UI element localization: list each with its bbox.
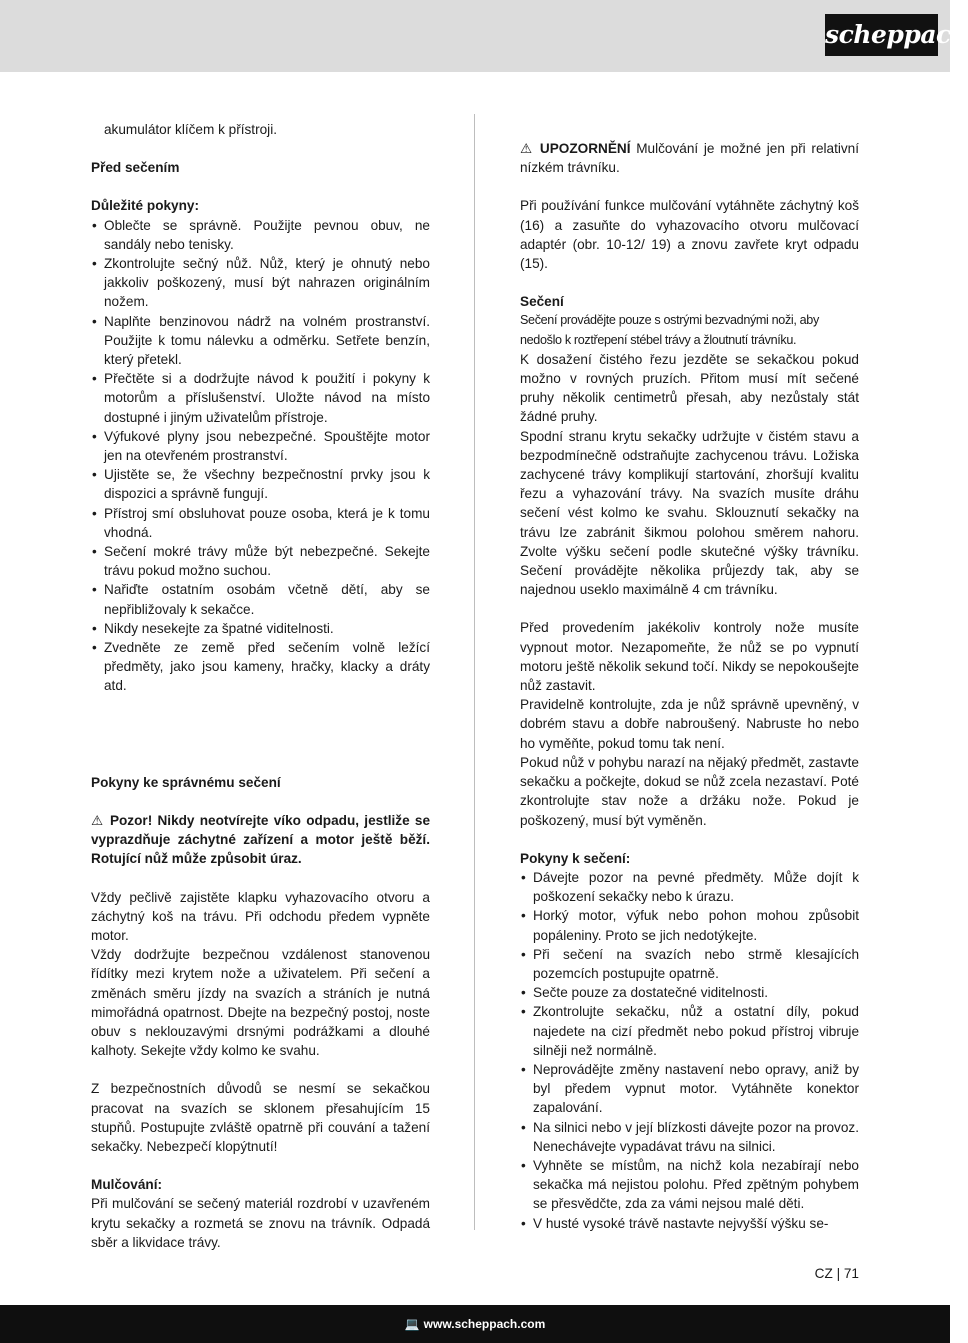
important-heading: Důležité pokyny: <box>91 198 200 214</box>
list-item: • Sečení mokré trávy může být nebezpečné. Sekejte trávu pokud možno suchou. <box>91 542 430 580</box>
warning-icon: ⚠ <box>91 812 105 828</box>
paragraph: Z bezpečnostních důvodů se nesmí se sekačkou pracovat na svazích se sklonem přesahujícím 15 stupňů. Postupujte zvláště opatrně při couvání a tažení sekačky. Nebezpečí klopýtnutí! <box>91 1081 430 1154</box>
notice-paragraph <box>520 139 859 177</box>
paragraph: Spodní stranu krytu sekačky udržujte v čistém stavu a bezpodmínečně odstraňujte zachycenou trávu. Ložiska zachycené trávy komplikují startování, zhoršují kvalitu řezu a vyhazování trávy. Na svazích musíte dráhu sečení vést kolmo ke svahu. Sklouznutí sekačky na trávu lze zabránit šikmou polohou směrem nahoru. Zvolte výšku sečení podle skutečné výšky trávníku. Sečení provádějte několika průjezdy tak, aby se najednou useklo maximálně 4 cm trávníku. <box>520 428 859 598</box>
paragraph: Sečení provádějte pouze s ostrými bezvadnými noži, aby nedošlo k roztřepení stébel trávy a žloutnutí trávníku. <box>520 313 819 347</box>
column-divider <box>474 114 475 1230</box>
intro-text: akumulátor klíčem k přístroji. <box>104 122 277 137</box>
list-item: • Na silnici nebo v její blízkosti dávejte pozor na provoz. Nenechávejte vypadávat trávu na silnici. <box>520 1118 859 1156</box>
list-item: • Přečtěte si a dodržujte návod k použití i pokyny k motorům a příslušenství. Uložte návod na místo dostupné i jiným uživatelům přístroje. <box>91 369 430 427</box>
tips-heading: Pokyny k sečení: <box>520 850 631 866</box>
paragraph: Pokud nůž v pohybu narazí na nějaký předmět, zastavte sekačku a počkejte, dokud se nůž zcela nezastaví. Poté zkontrolujte stav nože a držáku nože. Pokud je poškozený, musí být vyměněn. <box>520 754 859 828</box>
list-item: • Ujistěte se, že všechny bezpečnostní prvky jsou k dispozici a správně fungují. <box>91 465 430 503</box>
list-item: • Sečte pouze za dostatečné viditelnosti. <box>520 983 859 1002</box>
warning-icon: ⚠ <box>520 141 535 156</box>
page-header <box>0 0 968 72</box>
list-item: • V husté vysoké trávě nastavte nejvyšší výšku se- <box>520 1214 859 1233</box>
list-item: • Při sečení na svazích nebo strmě klesajících pozemcích postupujte opatrně. <box>520 945 859 983</box>
mulch-text: Při mulčování se sečený materiál rozdrobí v uzavřeném krytu sekačky a rozmetá se znovu na trávník. Odpadá sběr a likvidace trávy. <box>91 1196 430 1250</box>
list-item: • Neprovádějte změny nastavení nebo opravy, aniž by byl předem vypnut motor. Vytáhněte konektor zapalování. <box>520 1060 859 1118</box>
list-item: • Zkontrolujte sečný nůž. Nůž, který je ohnutý nebo jakkoliv poškozený, musí být nahrazen originálním nožem. <box>91 254 430 312</box>
important-list <box>91 216 430 696</box>
tips-list <box>520 868 859 1233</box>
list-item: • Oblečte se správně. Použijte pevnou obuv, ne sandály nebo tenisky. <box>91 216 430 254</box>
right-column <box>520 139 859 1233</box>
section-heading-correct-mowing: Pokyny ke správnému sečení <box>91 774 281 790</box>
warning-text: Pozor! Nikdy neotvírejte víko odpadu, jestliže se vyprazdňuje záchytné zařízení a motor ještě běží. Rotující nůž může způsobit úraz. <box>91 812 431 867</box>
notice-label: UPOZORNĚNÍ <box>539 141 631 156</box>
left-column <box>91 120 430 1252</box>
list-item: • Horký motor, výfuk nebo pohon mohou způsobit popáleniny. Proto se jich nedotýkejte. <box>520 906 859 944</box>
mowing-heading: Sečení <box>520 294 564 310</box>
paragraph: Vždy pečlivě zajistěte klapku vyhazovacího otvoru a záchytný koš na trávu. Při odchodu předem vypněte motor. <box>91 889 430 943</box>
list-item: • Naplňte benzinovou nádrž na volném prostranství. Použijte k tomu nálevku a odměrku. Setřete benzín, který přetekl. <box>91 312 430 370</box>
list-item: • Přístroj smí obsluhovat pouze osoba, která je k tomu vhodná. <box>91 504 430 542</box>
list-item: • Vyhněte se místům, na nichž kola nezabírají nebo sekačka má nejistou polohu. Před zpětným pohybem se přesvědčte, zda za vámi nejsou malé děti. <box>520 1156 859 1214</box>
list-item: • Nikdy nesekejte za špatné viditelnosti. <box>91 619 430 638</box>
list-item: • Dávejte pozor na pevné předměty. Může dojít k poškození sekačky nebo k úrazu. <box>520 868 859 906</box>
warning-paragraph <box>91 811 430 869</box>
list-item: • Zkontrolujte sekačku, nůž a ostatní díly, pokud najedete na cizí předmět nebo pokud přístroj vibruje silněji než normálně. <box>520 1002 859 1060</box>
paragraph: Vždy dodržujte bezpečnou vzdálenost stanovenou řídítky mezi krytem nože a uživatelem. Při sečení a změnách směru jízdy na svazích a stráních je nutná mimořádná opatrnost. Dbejte na bezpečný postoj, noste obuv s neklouzavými drsnými podrážkami a dlouhé kalhoty. Sekejte vždy kolmo ke svahu. <box>91 947 430 1059</box>
list-item: • Nařiďte ostatním osobám včetně dětí, aby se nepřibližovaly k sekačce. <box>91 580 430 618</box>
paragraph: Při používání funkce mulčování vytáhněte záchytný koš (16) a zasuňte do vyhazovacího otvoru mulčovací adaptér (obr. 10-12/ 19) a znovu zavřete kryt odpadu (15). <box>520 198 859 272</box>
mulch-heading: Mulčování: <box>91 1177 162 1193</box>
list-item: • Výfukové plyny jsou nebezpečné. Spouštějte motor jen na otevřeném prostranství. <box>91 427 430 465</box>
footer-url[interactable]: www.scheppach.com <box>423 1317 546 1331</box>
paragraph: Před provedením jakékoliv kontroly nože musíte vypnout motor. Nezapomeňte, že nůž se po vypnutí motoru ještě několik sekund točí. Nikdy se nepokoušejte nůž zastavit. <box>520 620 859 694</box>
brand-logo: scheppach <box>825 14 938 56</box>
section-heading-before-mowing: Před sečením <box>91 160 180 176</box>
computer-icon: 💻 <box>404 1317 420 1331</box>
notice-text: Mulčování je možné jen při relativní nízkém trávníku. <box>520 141 860 176</box>
page-footer <box>0 1305 950 1343</box>
list-item: • Zvedněte ze země před sečením volně ležící předměty, jako jsou kameny, hračky, klacky a dráty atd. <box>91 638 430 696</box>
page-number: CZ | 71 <box>814 1266 859 1281</box>
paragraph: Pravidelně kontrolujte, zda je nůž správně upevněný, v dobrém stavu a dobře nabroušený. Nabruste ho nebo ho vyměňte, pokud tomu tak není. <box>520 697 859 751</box>
paragraph: K dosažení čistého řezu jezděte se sekačkou pokud možno v rovných pruzích. Přitom musí mít sečené pruhy několik centimetrů přesah, aby nezůstaly stát žádné pruhy. <box>520 351 859 425</box>
